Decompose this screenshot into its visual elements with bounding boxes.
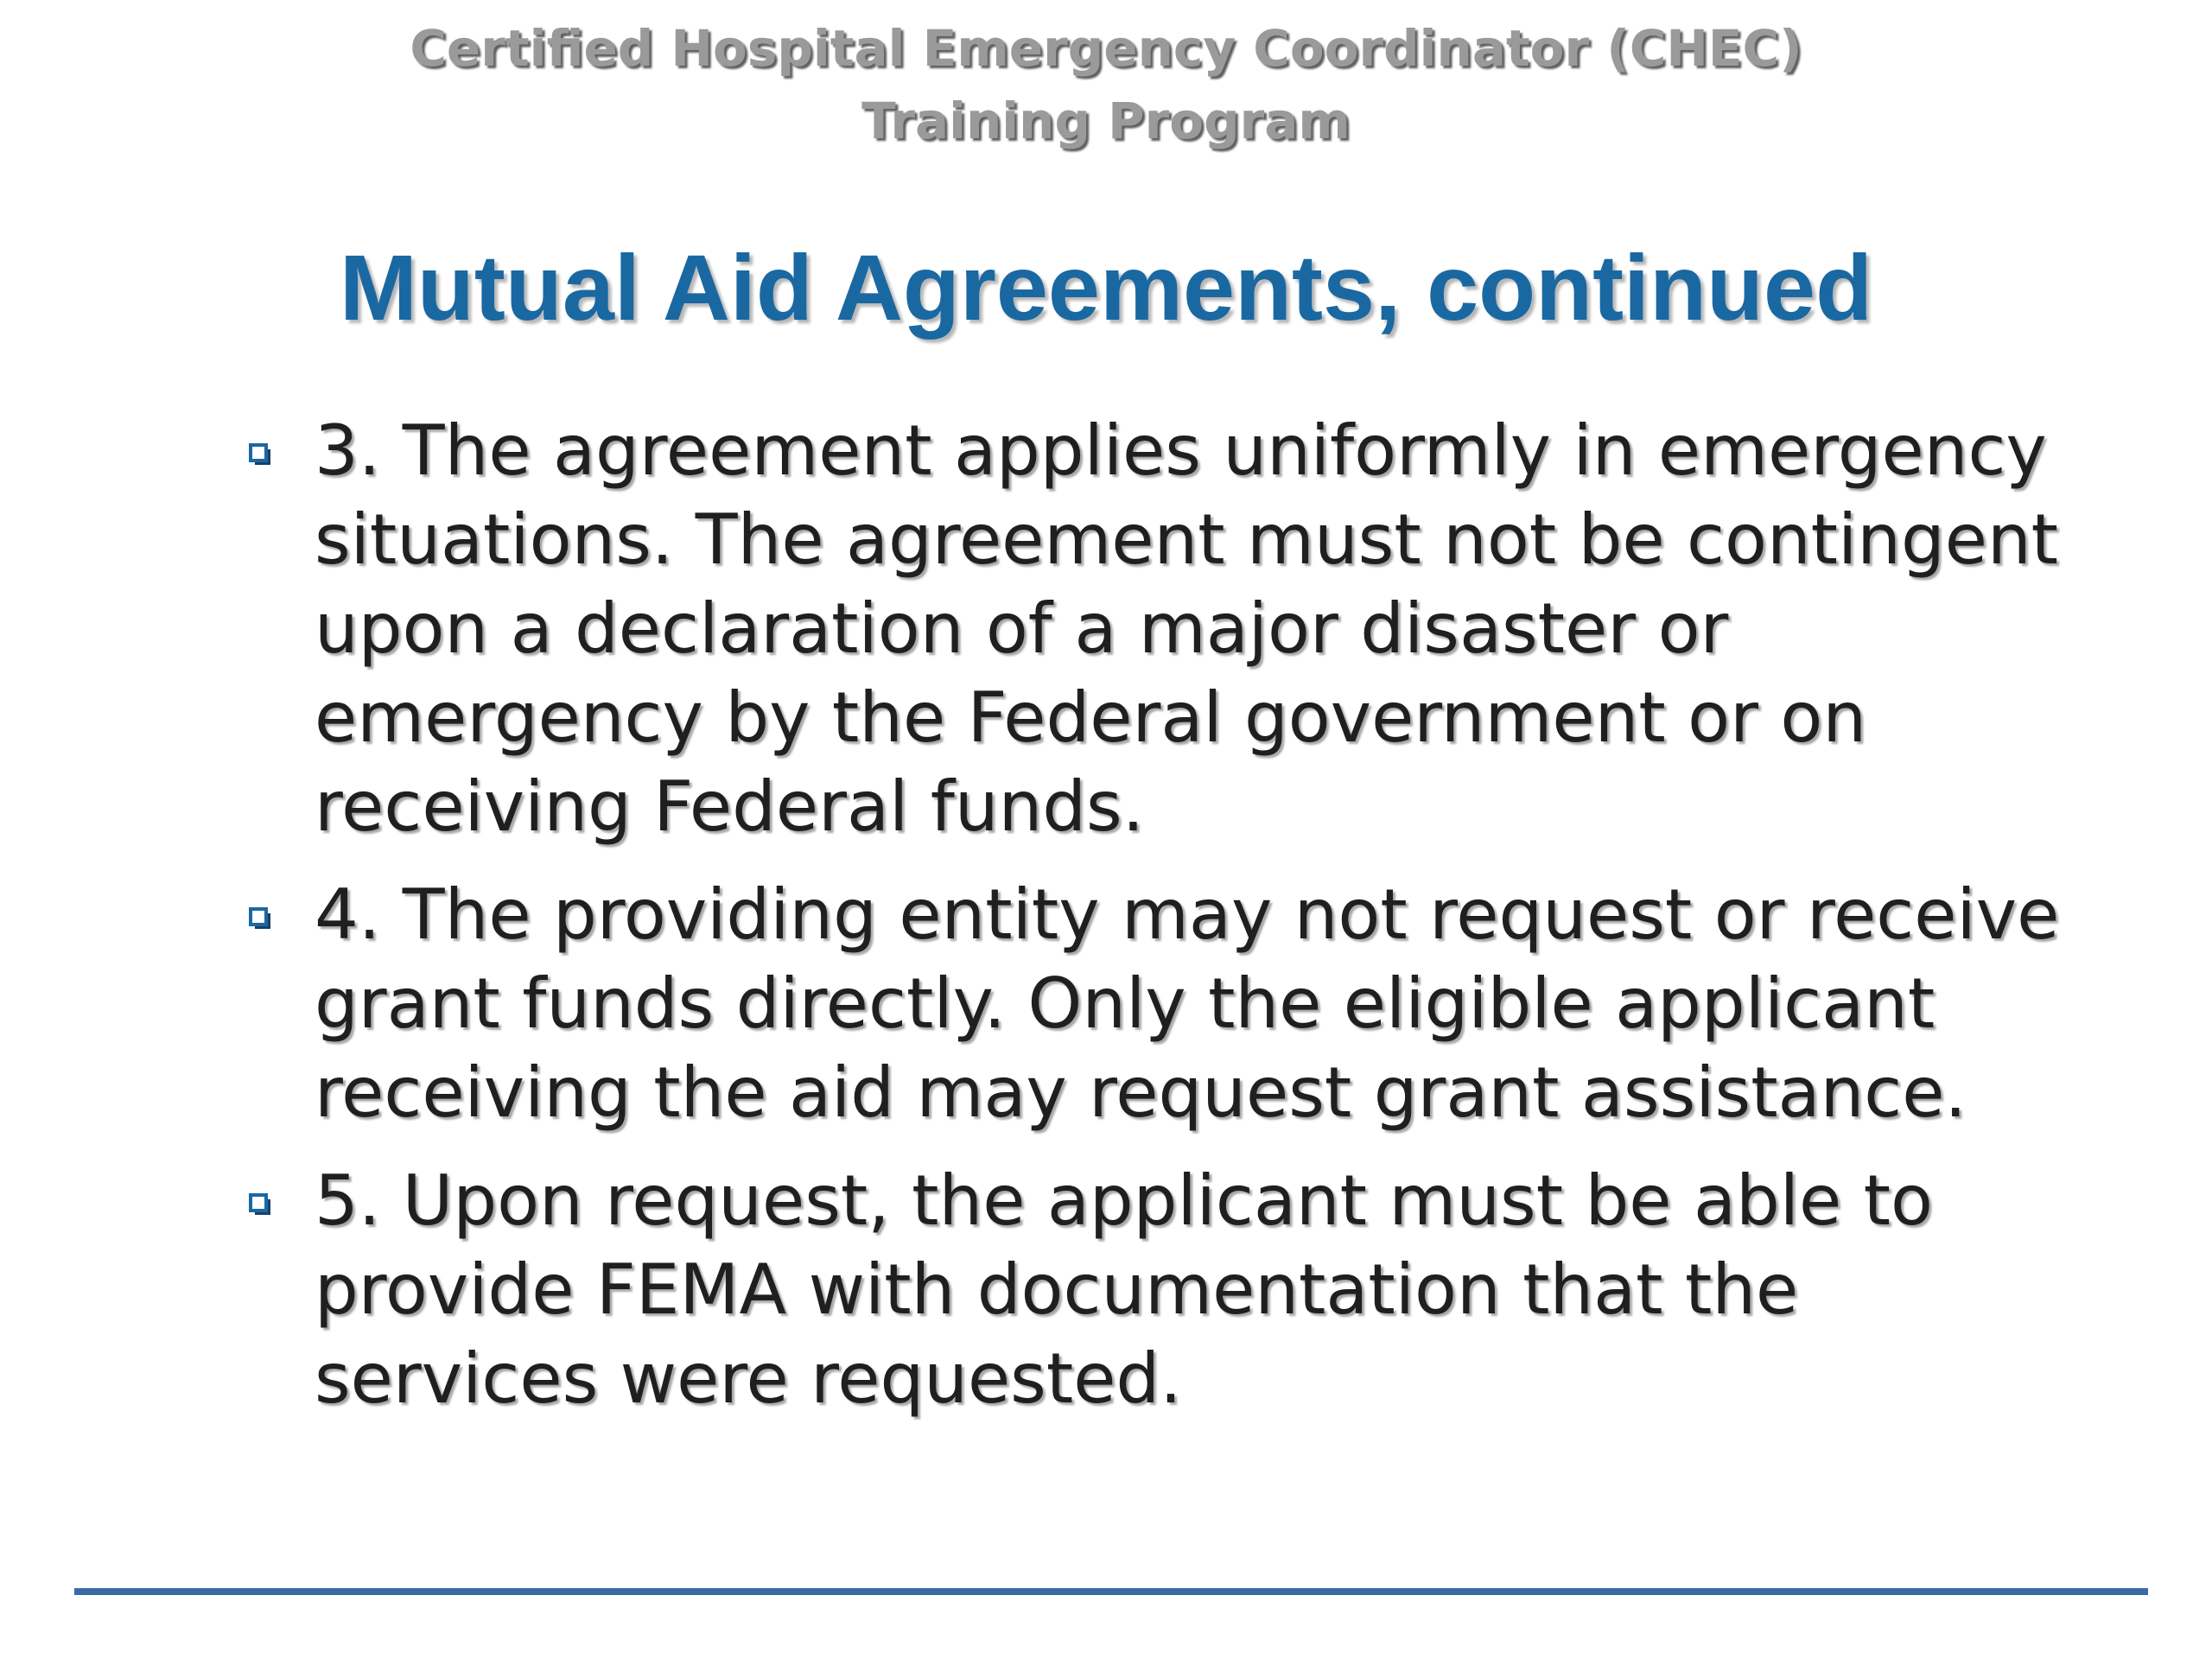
program-header <box>0 12 2212 157</box>
program-header-line-2: Training Program <box>861 92 1351 150</box>
bullet-text: 3. The agreement applies uniformly in emergency situations. The agreement must not be contingent upon a declaration of a major disaster or emergency by the Federal government or on receiving Federal funds. <box>315 410 2059 847</box>
square-bullet-icon <box>249 1193 271 1216</box>
slide-title: Mutual Aid Agreements, continued <box>339 235 1873 340</box>
bullet-text: 5. Upon request, the applicant must be able to provide FEMA with documentation that the services were requested. <box>315 1160 1933 1419</box>
square-bullet-icon <box>249 907 271 930</box>
bullet-item <box>242 1156 2100 1423</box>
footer-divider <box>74 1588 2148 1595</box>
bullet-list <box>242 406 2100 1442</box>
bullet-text: 4. The providing entity may not request or receive grant funds directly. Only the eligible applicant receiving the aid may request grant assistance. <box>315 874 2060 1133</box>
square-bullet-icon <box>249 443 271 466</box>
bullet-item <box>242 406 2100 851</box>
program-header-line-1: Certified Hospital Emergency Coordinator (CHEC) <box>410 19 1802 78</box>
bullet-item <box>242 870 2100 1137</box>
